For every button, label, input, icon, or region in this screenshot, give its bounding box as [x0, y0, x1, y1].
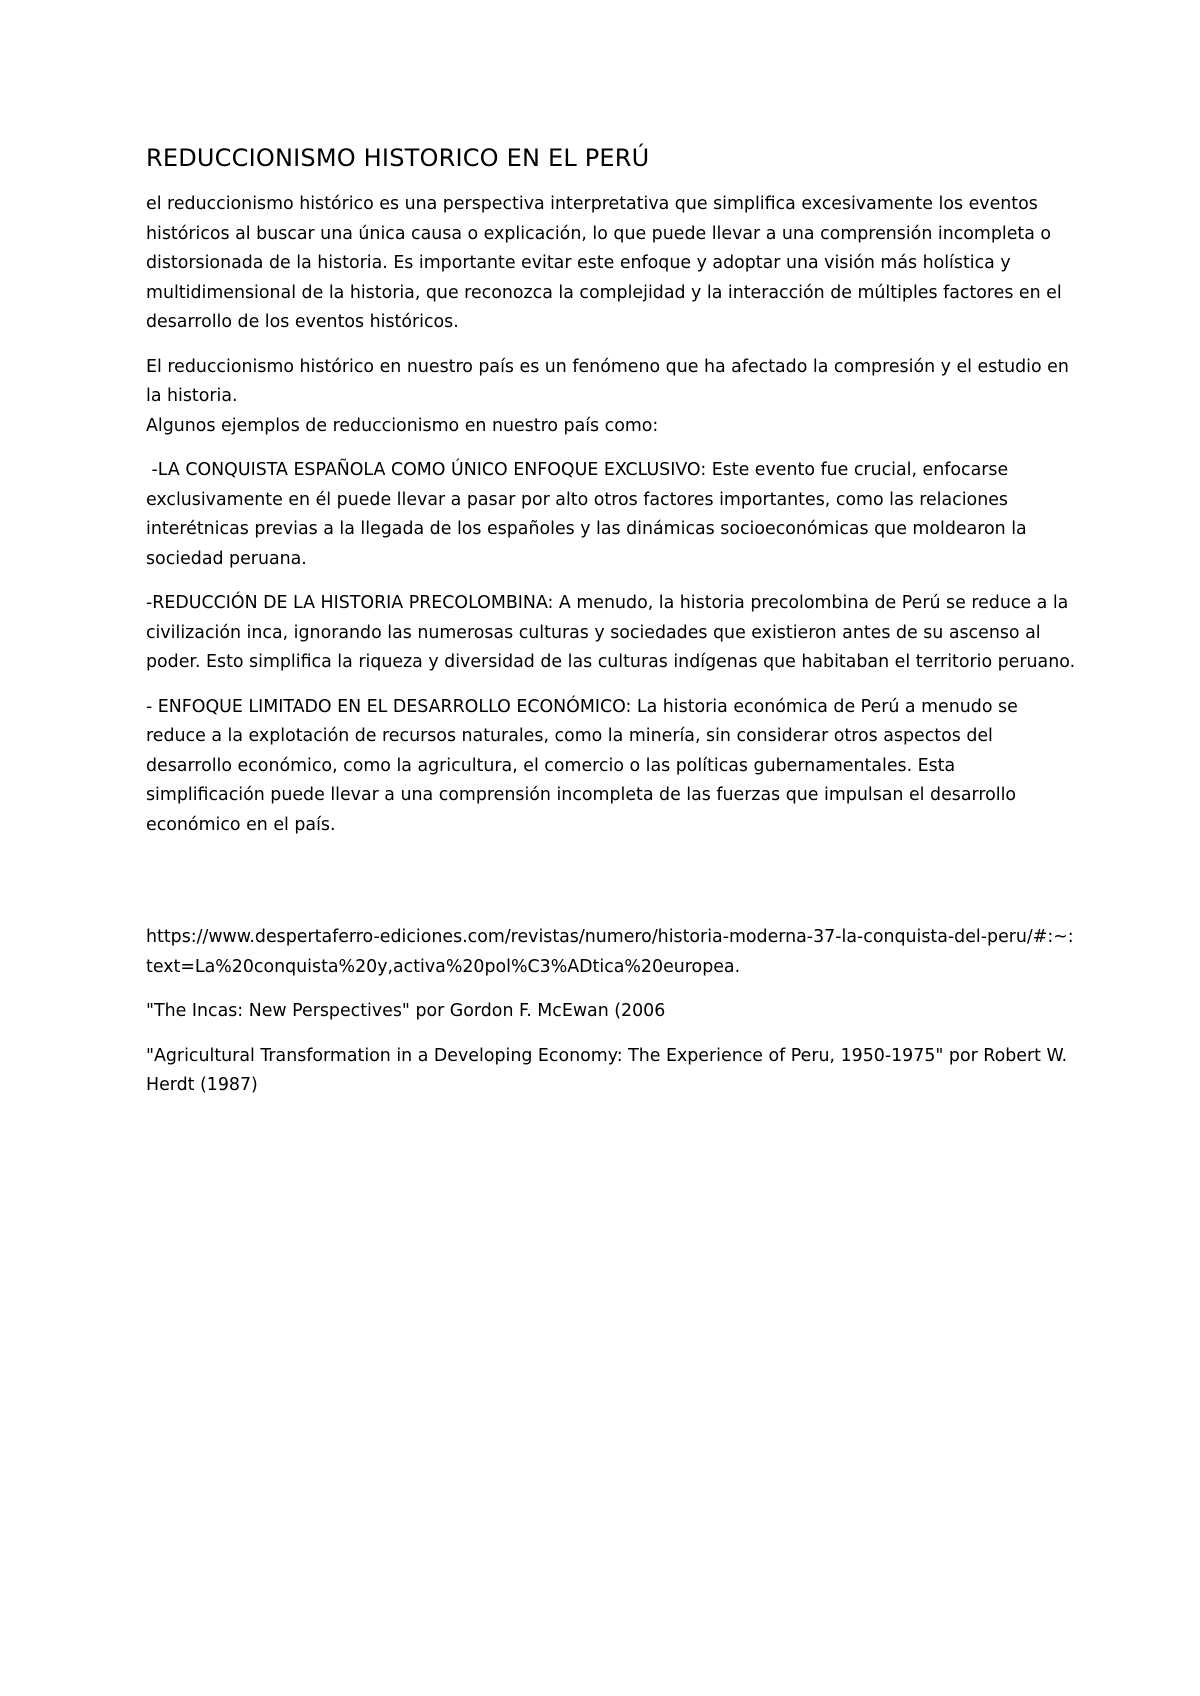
example-conquista: -LA CONQUISTA ESPAÑOLA COMO ÚNICO ENFOQUE EXCLUSIVO: Este evento fue crucial, enfocarse exclusivamente en él puede llevar a pasar por alto otros factores importantes, como las relaciones interétnicas previas a la llegada de los españoles y las dinámicas socioeconómicas que moldearon la sociedad peruana. — [146, 460, 1033, 569]
example-economico: - ENFOQUE LIMITADO EN EL DESARROLLO ECONÓMICO: La historia económica de Perú a menudo se reduce a la explotación de recursos naturales, como la minería, sin considerar otros aspectos del desarrollo económico, como la agricultura, el comercio o las políticas gubernamentales. Esta simplificación puede llevar a una comprensión incompleta de las fuerzas que impulsan el desarrollo económico en el país. — [146, 696, 1018, 835]
section-spacer — [146, 855, 1076, 923]
examples-intro: Algunos ejemplos de reduccionismo en nuestro país como: — [146, 415, 659, 436]
example-precolombina: -REDUCCIÓN DE LA HISTORIA PRECOLOMBINA: A menudo, la historia precolombina de Perú se reduce a la civilización inca, ignorando las numerosas culturas y sociedades que existieron antes de su ascenso al poder. Esto simplifica la riqueza y diversidad de las culturas indígenas que habitaban el territorio peruano. — [146, 593, 1076, 672]
document-page — [146, 142, 1076, 1116]
reference-agricultural: "Agricultural Transformation in a Developing Economy: The Experience of Peru, 1950-1975" por Robert W. Herdt (1987) — [146, 1045, 1068, 1095]
intro-paragraph: el reduccionismo histórico es una perspectiva interpretativa que simplifica excesivamente los eventos históricos al buscar una única causa o explicación, lo que puede llevar a una comprensión incompleta o distorsionada de la historia. Es importante evitar este enfoque y adoptar una visión más holística y multidimensional de la historia, que reconozca la complejidad y la interacción de múltiples factores en el desarrollo de los eventos históricos. — [146, 194, 1062, 332]
context-paragraph: El reduccionismo histórico en nuestro país es un fenómeno que ha afectado la compresión y el estudio en la historia. — [146, 356, 1069, 406]
document-title: REDUCCIONISMO HISTORICO EN EL PERÚ — [146, 144, 650, 172]
reference-link: https://www.despertaferro-ediciones.com/revistas/numero/historia-moderna-37-la-conquista-del-peru/#:~:text=La%20conquista%20y,activa%20pol%C3%ADtica%20europea. — [146, 927, 1074, 977]
reference-incas: "The Incas: New Perspectives" por Gordon F. McEwan (2006 — [146, 1001, 666, 1021]
